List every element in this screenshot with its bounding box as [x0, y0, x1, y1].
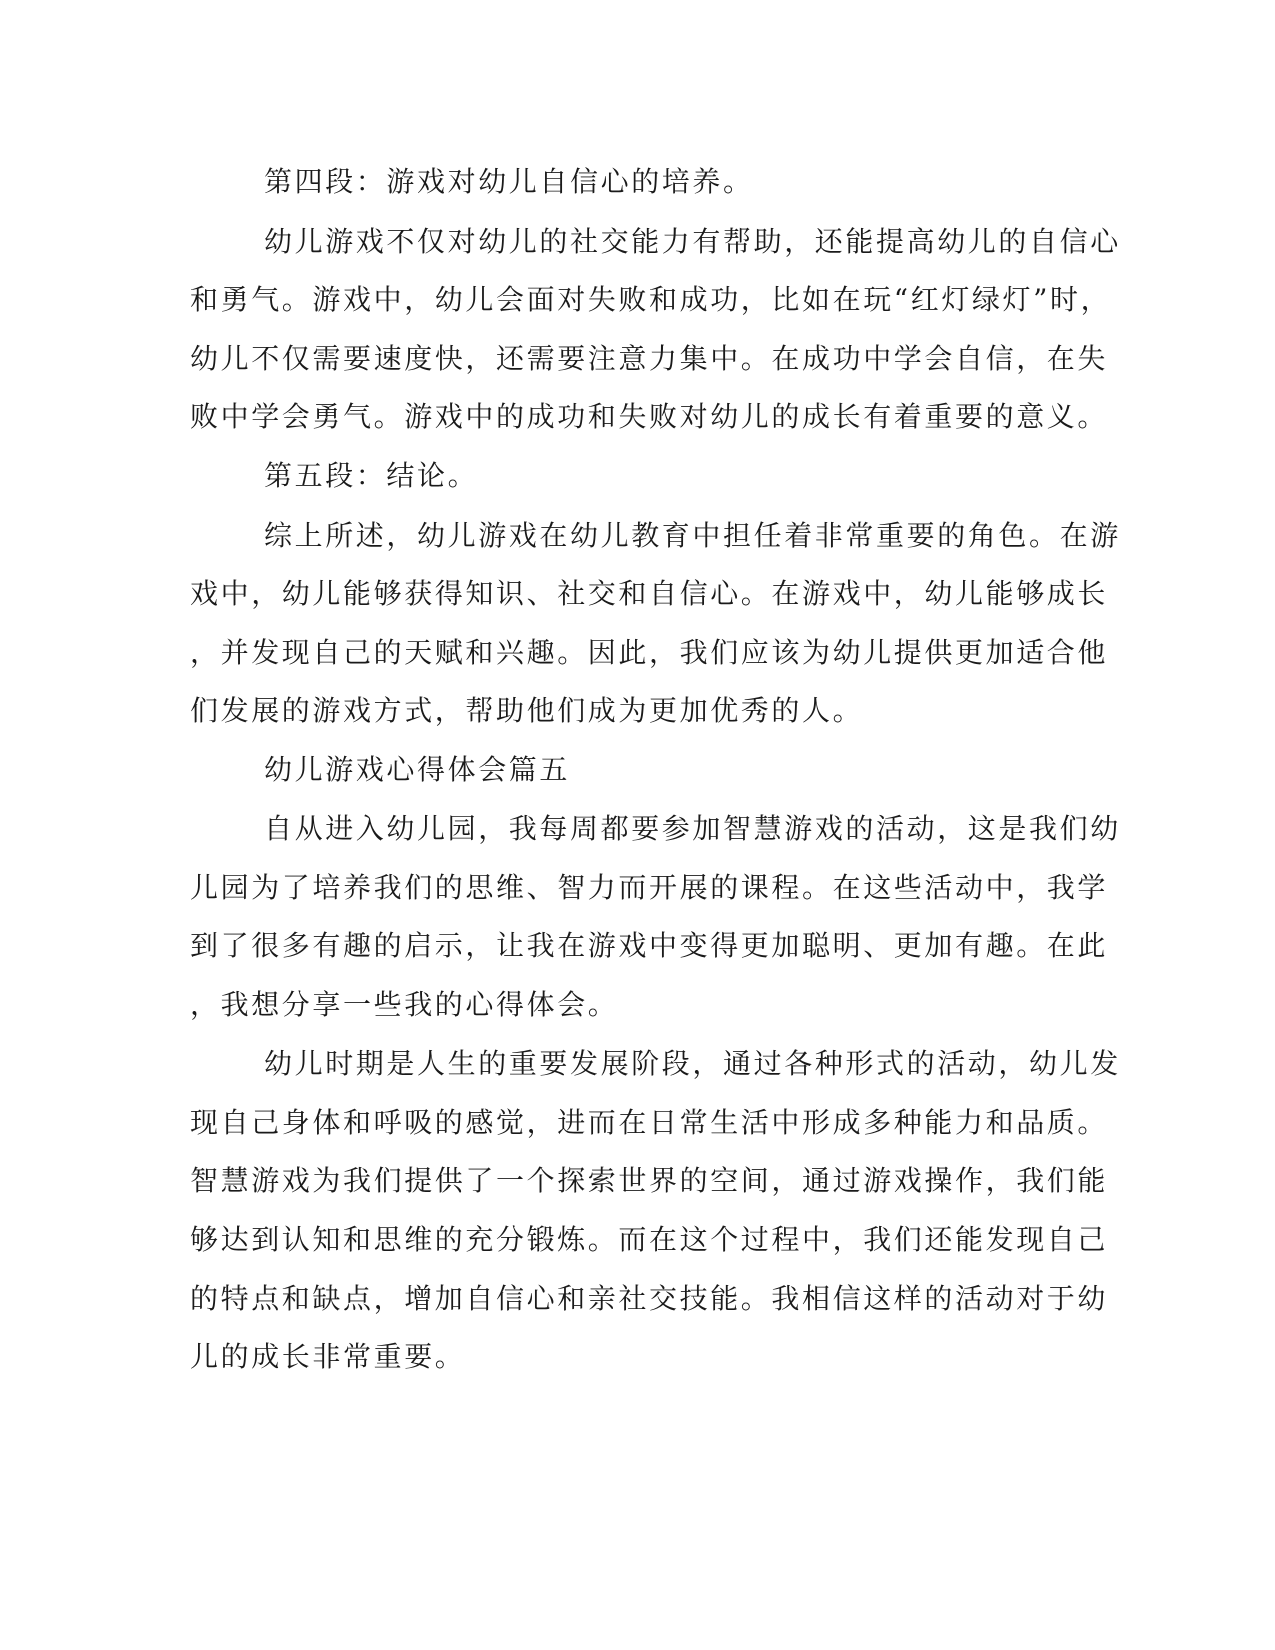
paragraph-line: 自从进入幼儿园，我每周都要参加智慧游戏的活动，这是我们幼: [264, 812, 1121, 845]
paragraph-line: 们发展的游戏方式，帮助他们成为更加优秀的人。: [190, 694, 864, 727]
paragraph-line: 到了很多有趣的启示，让我在游戏中变得更加聪明、更加有趣。在此: [190, 929, 1109, 962]
paragraph-line: 现自己身体和呼吸的感觉，进而在日常生活中形成多种能力和品质。: [190, 1106, 1109, 1139]
paragraph-line: 幼儿游戏不仅对幼儿的社交能力有帮助，还能提高幼儿的自信心: [264, 225, 1121, 258]
paragraph-line: 幼儿时期是人生的重要发展阶段，通过各种形式的活动，幼儿发: [264, 1047, 1121, 1080]
paragraph-line: 和勇气。游戏中，幼儿会面对失败和成功，比如在玩“红灯绿灯”时，: [190, 283, 1112, 316]
section-five-heading: 第五段：结论。: [264, 459, 479, 492]
paragraph-line: 智慧游戏为我们提供了一个探索世界的空间，通过游戏操作，我们能: [190, 1164, 1109, 1197]
paragraph-line: 幼儿不仅需要速度快，还需要注意力集中。在成功中学会自信，在失: [190, 342, 1109, 375]
paragraph-line: 戏中，幼儿能够获得知识、社交和自信心。在游戏中，幼儿能够成长: [190, 577, 1109, 610]
article-five-title: 幼儿游戏心得体会篇五: [264, 753, 571, 786]
paragraph-line: 够达到认知和思维的充分锻炼。而在这个过程中，我们还能发现自己: [190, 1223, 1109, 1256]
paragraph-line: 儿的成长非常重要。: [190, 1340, 466, 1373]
paragraph-line: ，我想分享一些我的心得体会。: [190, 988, 619, 1021]
section-four-heading: 第四段：游戏对幼儿自信心的培养。: [264, 165, 754, 198]
paragraph-line: 儿园为了培养我们的思维、智力而开展的课程。在这些活动中，我学: [190, 871, 1109, 904]
paragraph-line: 的特点和缺点，增加自信心和亲社交技能。我相信这样的活动对于幼: [190, 1282, 1109, 1315]
paragraph-line: 败中学会勇气。游戏中的成功和失败对幼儿的成长有着重要的意义。: [190, 400, 1109, 433]
paragraph-line: 综上所述，幼儿游戏在幼儿教育中担任着非常重要的角色。在游: [264, 519, 1121, 552]
paragraph-line: ，并发现自己的天赋和兴趣。因此，我们应该为幼儿提供更加适合他: [190, 636, 1109, 669]
